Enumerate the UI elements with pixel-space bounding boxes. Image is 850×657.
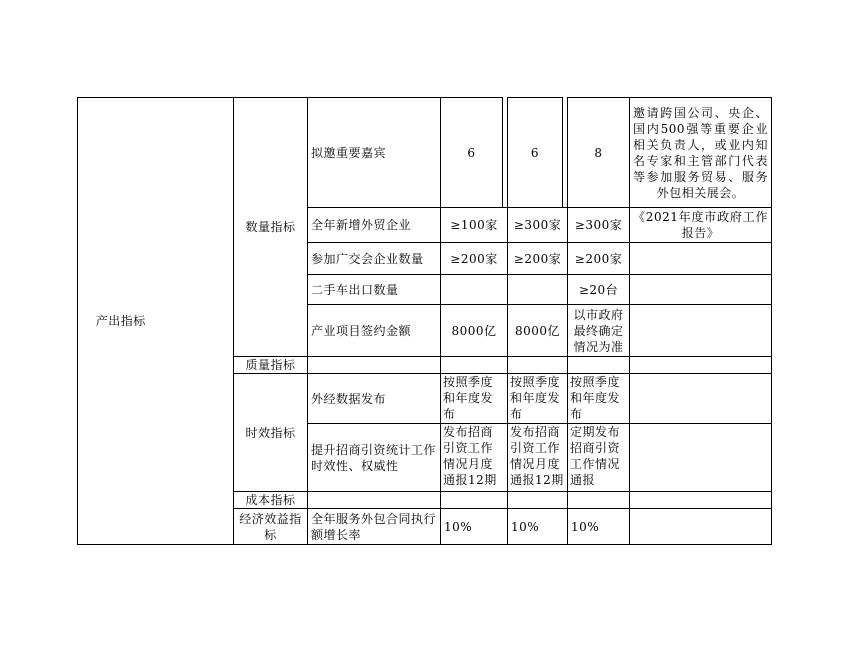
- value-3: ≥300家: [568, 208, 630, 243]
- value-2: 10%: [508, 509, 568, 545]
- value-3: ≥200家: [568, 243, 630, 275]
- value-3: 8: [568, 98, 630, 208]
- row-name: 提升招商引资统计工作时效性、权威性: [308, 424, 441, 492]
- blank-cell: [308, 357, 441, 374]
- blank-cell: [441, 492, 508, 509]
- value-1: 6: [441, 98, 503, 208]
- indicator-table: [77, 97, 772, 545]
- blank-cell: [164, 98, 234, 545]
- value-1: 按照季度和年度发布: [441, 374, 508, 424]
- value-2: 按照季度和年度发布: [508, 374, 568, 424]
- value-3: 10%: [568, 509, 630, 545]
- row-name: 二手车出口数量: [308, 275, 441, 305]
- level2-cost: 成本指标: [234, 492, 308, 509]
- value-1: 10%: [441, 509, 508, 545]
- blank-cell: [568, 357, 630, 374]
- value-2: [508, 275, 568, 305]
- row-name: 外经数据发布: [308, 374, 441, 424]
- row-name: 拟邀重要嘉宾: [308, 98, 441, 208]
- value-2: ≥300家: [508, 208, 568, 243]
- value-3: ≥20台: [568, 275, 630, 305]
- value-1: 发布招商引资工作情况月度通报12期: [441, 424, 508, 492]
- row-name: 全年服务外包合同执行额增长率: [308, 509, 441, 545]
- blank-cell: [441, 357, 508, 374]
- value-3: 按照季度和年度发布: [568, 374, 630, 424]
- level2-economic: 经济效益指标: [234, 509, 308, 545]
- note-cell: 邀请跨国公司、央企、国内500强等重要企业相关负责人，或业内知名专家和主管部门代表等参加服务贸易、服务外包相关展会。: [630, 98, 772, 208]
- row-name: 全年新增外贸企业: [308, 208, 441, 243]
- level1-output: 产出指标: [78, 98, 164, 545]
- row-name: 产业项目签约金额: [308, 305, 441, 357]
- blank-cell: [630, 492, 772, 509]
- value-3: 定期发布招商引资工作情况通报: [568, 424, 630, 492]
- value-1: [441, 275, 508, 305]
- blank-cell: [630, 357, 772, 374]
- blank-cell: [508, 492, 568, 509]
- value-1: 8000亿: [441, 305, 508, 357]
- note-cell: [630, 305, 772, 357]
- value-1: ≥200家: [441, 243, 508, 275]
- note-cell: [630, 275, 772, 305]
- value-1: ≥100家: [441, 208, 508, 243]
- level2-quality: 质量指标: [234, 357, 308, 374]
- level2-quantity: 数量指标: [234, 98, 308, 357]
- note-cell: 《2021年度市政府工作报告》: [630, 208, 772, 243]
- note-cell: [630, 509, 772, 545]
- blank-cell: [308, 492, 441, 509]
- table-row: [78, 98, 772, 208]
- row-name: 参加广交会企业数量: [308, 243, 441, 275]
- note-cell: [630, 243, 772, 275]
- level2-timeliness: 时效指标: [234, 374, 308, 492]
- value-2: 8000亿: [508, 305, 568, 357]
- value-2: 6: [508, 98, 563, 208]
- value-2: 发布招商引资工作情况月度通报12期: [508, 424, 568, 492]
- blank-cell: [508, 357, 568, 374]
- note-cell: [630, 424, 772, 492]
- value-3: 以市政府最终确定情况为准: [568, 305, 630, 357]
- value-2: ≥200家: [508, 243, 568, 275]
- note-cell: [630, 374, 772, 424]
- blank-cell: [568, 492, 630, 509]
